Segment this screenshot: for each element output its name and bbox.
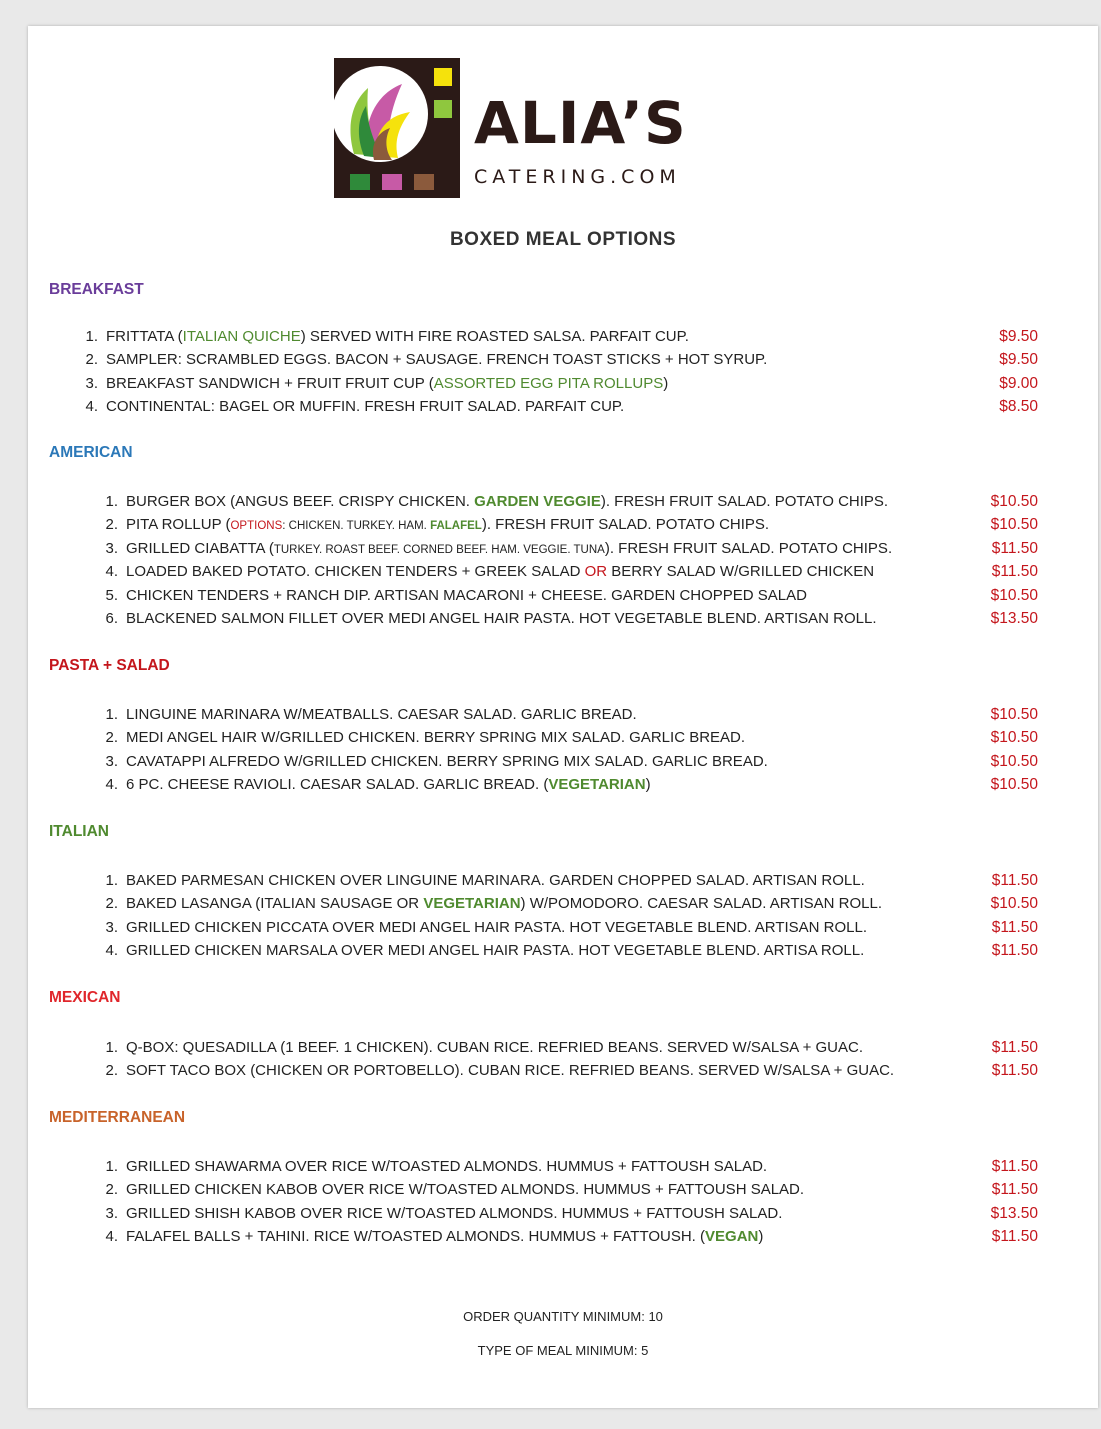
section-heading-breakfast: BREAKFAST bbox=[49, 281, 144, 298]
menu-item-text: BREAKFAST SANDWICH + FRUIT FRUIT CUP ( bbox=[106, 374, 434, 392]
menu-item-price: $9.50 bbox=[999, 351, 1038, 369]
menu-item-number: 2. bbox=[105, 1181, 118, 1199]
menu-item-text: ). FRESH FRUIT SALAD. POTATO CHIPS. bbox=[604, 539, 893, 557]
menu-item-price: $10.50 bbox=[990, 752, 1038, 770]
menu-item-text: ) bbox=[663, 374, 669, 392]
menu-page bbox=[28, 26, 1098, 1408]
menu-item-price: $13.50 bbox=[990, 609, 1038, 627]
menu-item-text: BURGER BOX (ANGUS BEEF. CRISPY CHICKEN. bbox=[126, 493, 475, 510]
menu-item-text: FALAFEL BALLS + TAHINI. RICE W/TOASTED ALMONDS. HUMMUS + FATTOUSH. ( bbox=[126, 1228, 706, 1246]
menu-item-price: $9.00 bbox=[999, 374, 1038, 392]
menu-item-description bbox=[106, 348, 767, 371]
menu-item-description bbox=[126, 916, 867, 939]
menu-item-price: $10.50 bbox=[990, 776, 1038, 794]
menu-item-number: 3. bbox=[105, 918, 118, 936]
brand-name: ALIA’S bbox=[474, 89, 687, 157]
menu-item-text: ) bbox=[645, 776, 651, 794]
menu-item bbox=[78, 348, 1038, 371]
menu-item-text: SOFT TACO BOX (CHICKEN OR PORTOBELLO). CUBAN RICE. REFRIED BEANS. SERVED W/SALSA + GUAC. bbox=[126, 1062, 895, 1080]
logo-square-lime bbox=[434, 100, 452, 118]
section-list-breakfast bbox=[78, 325, 1038, 419]
menu-item-price: $11.50 bbox=[991, 872, 1038, 889]
menu-item-description bbox=[126, 1059, 894, 1082]
menu-item-number: 6. bbox=[105, 609, 118, 627]
page-title: BOXED MEAL OPTIONS bbox=[449, 229, 677, 250]
menu-item-description bbox=[126, 1036, 863, 1059]
menu-item-price: $10.50 bbox=[990, 706, 1038, 723]
menu-item-description bbox=[106, 325, 689, 348]
section-list-pasta-salad bbox=[98, 703, 1038, 797]
menu-item-price: $11.50 bbox=[991, 1039, 1038, 1056]
menu-item-price: $10.50 bbox=[990, 729, 1038, 747]
menu-item-description bbox=[126, 750, 768, 773]
menu-item-description bbox=[126, 607, 877, 630]
menu-item-text: MEDI ANGEL HAIR W/GRILLED CHICKEN. BERRY SPRING MIX SALAD. GARLIC BREAD. bbox=[126, 729, 746, 747]
menu-item-text: Q-BOX: QUESADILLA (1 BEEF. 1 CHICKEN). CUBAN RICE. REFRIED BEANS. SERVED W/SALSA + GUAC. bbox=[126, 1039, 863, 1056]
menu-item-text: BAKED PARMESAN CHICKEN OVER LINGUINE MARINARA. GARDEN CHOPPED SALAD. ARTISAN ROLL. bbox=[126, 872, 865, 889]
menu-item bbox=[98, 916, 1038, 939]
menu-item-number: 2. bbox=[105, 895, 118, 913]
menu-item-number: 2. bbox=[105, 516, 118, 534]
menu-item-text: GRILLED CHICKEN PICCATA OVER MEDI ANGEL HAIR PASTA. HOT VEGETABLE BLEND. ARTISAN ROLL. bbox=[126, 918, 868, 936]
menu-item-price: $11.50 bbox=[991, 942, 1038, 960]
menu-item-description bbox=[126, 726, 745, 749]
menu-item-text: GARDEN VEGGIE bbox=[474, 493, 601, 510]
menu-item-text: : CHICKEN. TURKEY. HAM. bbox=[282, 520, 431, 533]
menu-item-number: 3. bbox=[105, 539, 118, 557]
menu-item-number: 1. bbox=[105, 872, 118, 889]
order-quantity-minimum: ORDER QUANTITY MINIMUM: 10 bbox=[463, 1309, 663, 1324]
menu-item bbox=[98, 1202, 1038, 1225]
menu-item bbox=[98, 703, 1038, 726]
menu-item bbox=[98, 1155, 1038, 1178]
menu-item bbox=[98, 1225, 1038, 1248]
section-list-mexican bbox=[98, 1036, 1038, 1083]
menu-item-text: LOADED BAKED POTATO. CHICKEN TENDERS + GREEK SALAD bbox=[126, 563, 585, 581]
section-heading-italian: ITALIAN bbox=[49, 823, 109, 840]
menu-item-text: FRITTATA ( bbox=[106, 328, 183, 345]
menu-item bbox=[98, 490, 1038, 513]
menu-item-description bbox=[126, 537, 892, 562]
menu-item-price: $11.50 bbox=[991, 1158, 1038, 1175]
menu-item-text: OR bbox=[584, 563, 608, 581]
menu-item-price: $13.50 bbox=[990, 1204, 1038, 1222]
menu-item-text: ). FRESH FRUIT SALAD. POTATO CHIPS. bbox=[481, 516, 770, 534]
menu-item-text: ASSORTED EGG PITA ROLLUPS bbox=[433, 374, 664, 392]
menu-item-description bbox=[106, 395, 624, 418]
section-list-mediterranean bbox=[98, 1155, 1038, 1249]
menu-item bbox=[98, 1059, 1038, 1082]
menu-item-description bbox=[126, 703, 637, 726]
menu-item-description bbox=[126, 869, 865, 892]
menu-item-description bbox=[126, 490, 888, 513]
menu-item-description bbox=[126, 1225, 763, 1248]
logo-square-yellow bbox=[434, 68, 452, 86]
menu-item-text: CAVATAPPI ALFREDO W/GRILLED CHICKEN. BERRY SPRING MIX SALAD. GARLIC BREAD. bbox=[126, 752, 768, 770]
menu-item-description bbox=[126, 1178, 804, 1201]
menu-item bbox=[98, 773, 1038, 796]
section-list-italian bbox=[98, 869, 1038, 963]
menu-item-description bbox=[126, 1202, 782, 1225]
menu-item-number: 3. bbox=[85, 374, 98, 392]
menu-item-description bbox=[126, 560, 874, 583]
menu-item bbox=[98, 869, 1038, 892]
menu-item-text: CHICKEN TENDERS + RANCH DIP. ARTISAN MACARONI + CHEESE. GARDEN CHOPPED SALAD bbox=[126, 586, 807, 604]
menu-item-price: $11.50 bbox=[991, 1181, 1038, 1199]
menu-item-price: $9.50 bbox=[999, 328, 1038, 345]
menu-item-text: CONTINENTAL: BAGEL OR MUFFIN. FRESH FRUIT SALAD. PARFAIT CUP. bbox=[106, 398, 625, 416]
menu-item-description bbox=[126, 892, 882, 915]
menu-item-text: ) W/POMODORO. CAESAR SALAD. ARTISAN ROLL. bbox=[520, 895, 883, 913]
menu-item-text: GRILLED SHAWARMA OVER RICE W/TOASTED ALMONDS. HUMMUS + FATTOUSH SALAD. bbox=[126, 1158, 768, 1175]
menu-item-price: $11.50 bbox=[991, 1228, 1038, 1246]
menu-item bbox=[98, 537, 1038, 560]
menu-item-text: VEGAN bbox=[705, 1228, 759, 1246]
menu-item-text: SAMPLER: SCRAMBLED EGGS. BACON + SAUSAGE. FRENCH TOAST STICKS + HOT SYRUP. bbox=[106, 351, 768, 369]
menu-item-description bbox=[126, 1155, 767, 1178]
menu-item-number: 4. bbox=[105, 776, 118, 794]
menu-item bbox=[78, 395, 1038, 418]
menu-item-number: 1. bbox=[105, 493, 118, 510]
menu-item bbox=[78, 372, 1038, 395]
menu-item-number: 2. bbox=[105, 729, 118, 747]
menu-item-text: ). FRESH FRUIT SALAD. POTATO CHIPS. bbox=[600, 493, 889, 510]
menu-item-number: 2. bbox=[85, 351, 98, 369]
logo-square-pink bbox=[382, 174, 402, 190]
section-heading-mexican: MEXICAN bbox=[49, 989, 121, 1006]
menu-item-price: $10.50 bbox=[990, 895, 1038, 913]
menu-item-description bbox=[126, 939, 864, 962]
menu-item-price: $11.50 bbox=[991, 563, 1038, 581]
menu-item-number: 1. bbox=[105, 1039, 118, 1056]
menu-item-number: 1. bbox=[105, 1158, 118, 1175]
menu-item-price: $10.50 bbox=[990, 516, 1038, 534]
menu-item-description bbox=[106, 372, 668, 395]
menu-item-text: ) bbox=[758, 1228, 764, 1246]
menu-item-number: 4. bbox=[105, 563, 118, 581]
meal-type-minimum: TYPE OF MEAL MINIMUM: 5 bbox=[477, 1343, 649, 1358]
menu-item-number: 4. bbox=[105, 1228, 118, 1246]
menu-item bbox=[98, 939, 1038, 962]
menu-item-text: 6 PC. CHEESE RAVIOLI. CAESAR SALAD. GARLIC BREAD. ( bbox=[126, 776, 549, 794]
menu-item bbox=[98, 607, 1038, 630]
menu-item-number: 3. bbox=[105, 752, 118, 770]
menu-item-text: VEGETARIAN bbox=[423, 895, 521, 913]
menu-item bbox=[78, 325, 1038, 348]
menu-item-text: ) SERVED WITH FIRE ROASTED SALSA. PARFAIT CUP. bbox=[300, 328, 689, 345]
menu-item-number: 1. bbox=[85, 328, 98, 345]
section-list-american bbox=[98, 490, 1038, 630]
menu-item bbox=[98, 1036, 1038, 1059]
menu-item-text: OPTIONS bbox=[230, 520, 283, 533]
section-heading-american: AMERICAN bbox=[49, 444, 133, 461]
menu-item bbox=[98, 750, 1038, 773]
menu-item-text: PITA ROLLUP ( bbox=[126, 516, 231, 534]
menu-item-text: GRILLED SHISH KABOB OVER RICE W/TOASTED ALMONDS. HUMMUS + FATTOUSH SALAD. bbox=[126, 1204, 783, 1222]
menu-item-number: 3. bbox=[105, 1204, 118, 1222]
menu-item-number: 4. bbox=[105, 942, 118, 960]
menu-item-number: 4. bbox=[85, 398, 98, 416]
menu-item-description bbox=[126, 773, 651, 796]
menu-item-number: 2. bbox=[105, 1062, 118, 1080]
menu-item-number: 5. bbox=[105, 586, 118, 604]
menu-item-text: BLACKENED SALMON FILLET OVER MEDI ANGEL HAIR PASTA. HOT VEGETABLE BLEND. ARTISAN ROLL. bbox=[126, 609, 877, 627]
menu-item-text: VEGETARIAN bbox=[548, 776, 646, 794]
menu-item-price: $8.50 bbox=[999, 398, 1038, 416]
menu-item-text: TURKEY. ROAST BEEF. CORNED BEEF. HAM. VEGGIE. TUNA bbox=[273, 543, 605, 556]
menu-item-price: $10.50 bbox=[990, 586, 1038, 604]
menu-item bbox=[98, 726, 1038, 749]
menu-item bbox=[98, 560, 1038, 583]
logo-square-brown bbox=[414, 174, 434, 190]
menu-item-price: $11.50 bbox=[991, 918, 1038, 936]
menu-item bbox=[98, 584, 1038, 607]
menu-item-text: ITALIAN QUICHE bbox=[182, 328, 301, 345]
section-heading-pasta-salad: PASTA + SALAD bbox=[49, 657, 170, 674]
menu-item-text: LINGUINE MARINARA W/MEATBALLS. CAESAR SALAD. GARLIC BREAD. bbox=[126, 706, 637, 723]
menu-item-description bbox=[126, 584, 807, 607]
brand-domain: CATERING.COM bbox=[474, 166, 681, 188]
menu-item-text: FALAFEL bbox=[430, 520, 482, 533]
menu-item-text: GRILLED CHICKEN KABOB OVER RICE W/TOASTED ALMONDS. HUMMUS + FATTOUSH SALAD. bbox=[126, 1181, 805, 1199]
menu-item bbox=[98, 1178, 1038, 1201]
menu-item-price: $11.50 bbox=[991, 1062, 1038, 1080]
menu-item bbox=[98, 513, 1038, 536]
menu-item-price: $11.50 bbox=[991, 539, 1038, 557]
menu-item-text: BERRY SALAD W/GRILLED CHICKEN bbox=[607, 563, 875, 581]
logo-square-green bbox=[350, 174, 370, 190]
menu-item-number: 1. bbox=[105, 706, 118, 723]
menu-item-text: GRILLED CIABATTA ( bbox=[126, 539, 274, 557]
menu-item-price: $10.50 bbox=[990, 493, 1038, 510]
section-heading-mediterranean: MEDITERRANEAN bbox=[49, 1109, 186, 1126]
menu-item-text: GRILLED CHICKEN MARSALA OVER MEDI ANGEL HAIR PASTA. HOT VEGETABLE BLEND. ARTISA ROLL. bbox=[126, 942, 865, 960]
menu-item-description bbox=[126, 513, 769, 538]
menu-item bbox=[98, 892, 1038, 915]
menu-item-text: BAKED LASANGA (ITALIAN SAUSAGE OR bbox=[126, 895, 424, 913]
